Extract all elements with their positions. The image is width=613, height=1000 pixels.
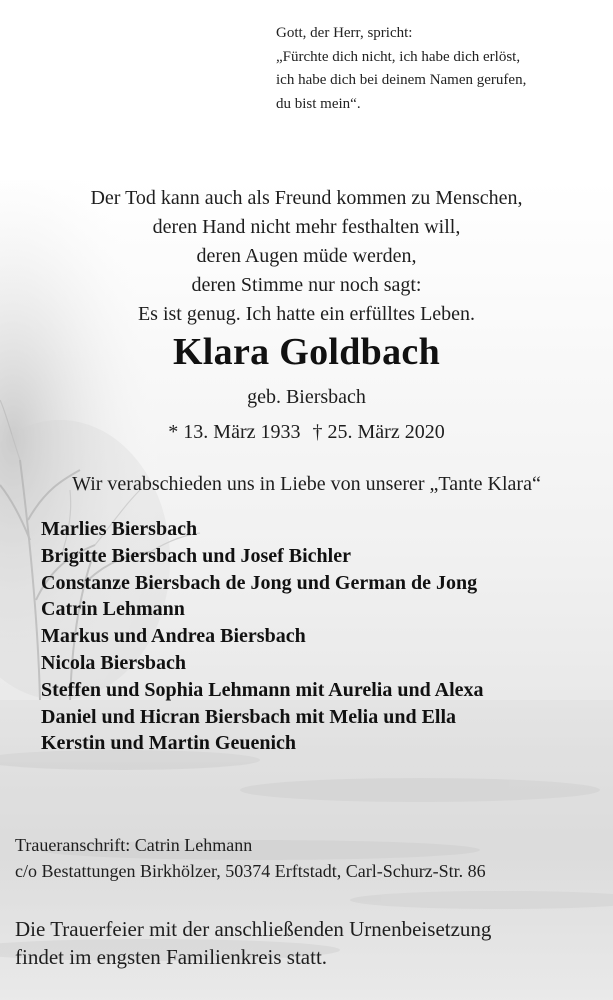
- mourner-name: Markus und Andrea Biersbach: [41, 625, 306, 648]
- mourner-name: Marlies Biersbach: [41, 518, 198, 540]
- birth-name: geb. Biersbach: [247, 386, 366, 408]
- quote-line: du bist mein“.: [276, 95, 361, 112]
- birth-date: * 13. März 1933: [168, 421, 301, 443]
- bible-quote: [276, 22, 596, 116]
- quote-line: „Fürchte dich nicht, ich habe dich erlöst,: [276, 48, 521, 65]
- poem-line: Es ist genug. Ich hatte ein erfülltes Leben.: [137, 303, 476, 325]
- mourner-name: Nicola Biersbach: [41, 651, 186, 674]
- mourner-name: Constanze Biersbach de Jong und German de Jong: [41, 571, 478, 594]
- mourning-address: [15, 832, 605, 884]
- farewell-text: Wir verabschieden uns in Liebe von unserer „Tante Klara“: [72, 473, 541, 495]
- death-date: † 25. März 2020: [312, 421, 445, 443]
- notice-line: Die Trauerfeier mit der anschließenden Urnenbeisetzung: [15, 917, 492, 941]
- notice-line: findet im engsten Familienkreis statt.: [15, 945, 328, 969]
- mourner-name: Daniel und Hicran Biersbach mit Melia und Ella: [41, 705, 457, 728]
- mourners-list: [41, 516, 601, 757]
- poem-line: deren Hand nicht mehr festhalten will,: [152, 216, 461, 238]
- funeral-notice: [15, 915, 610, 971]
- poem-line: deren Stimme nur noch sagt:: [191, 274, 422, 296]
- address-contact: Traueranschrift: Catrin Lehmann: [15, 835, 253, 855]
- poem-line: Der Tod kann auch als Freund kommen zu Menschen,: [90, 187, 523, 209]
- poem-line: deren Augen müde werden,: [196, 245, 417, 267]
- quote-line: Gott, der Herr, spricht:: [276, 25, 413, 41]
- mourner-name: Steffen und Sophia Lehmann mit Aurelia und Alexa: [41, 678, 484, 701]
- deceased-name: Klara Goldbach: [172, 331, 441, 373]
- poem: [0, 184, 613, 329]
- quote-line: ich habe dich bei deinem Namen gerufen,: [276, 72, 527, 88]
- mourner-name: Brigitte Biersbach und Josef Bichler: [41, 544, 351, 567]
- address-street: c/o Bestattungen Birkhölzer, 50374 Erftstadt, Carl-Schurz-Str. 86: [15, 861, 486, 881]
- life-dates: [0, 421, 613, 444]
- mourner-name: Catrin Lehmann: [41, 598, 185, 621]
- mourner-name: Kerstin und Martin Geuenich: [41, 732, 297, 755]
